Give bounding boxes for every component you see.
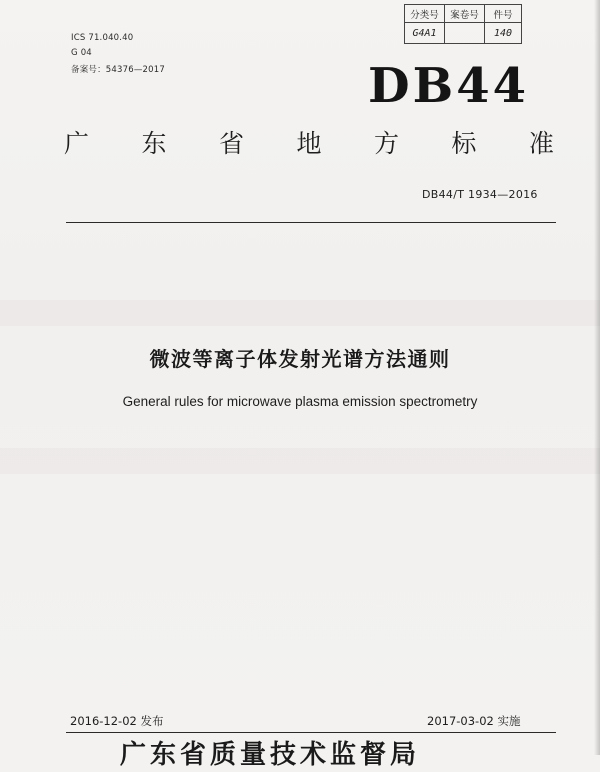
standard-type-char: 省 <box>218 129 244 158</box>
standard-type-char: 东 <box>141 129 167 158</box>
footer-divider <box>66 732 556 733</box>
scan-edge-shadow <box>594 0 600 755</box>
standard-type-char: 广 <box>64 129 90 158</box>
archive-stamp-box <box>404 4 522 44</box>
standard-code-logo: DB44 <box>368 58 529 114</box>
archive-header-item: 件号 <box>485 5 521 23</box>
issue-date: 2016-12-02 发布 <box>70 714 164 728</box>
standard-type-heading <box>64 128 554 160</box>
header-divider <box>66 222 556 223</box>
standard-number: DB44/T 1934—2016 <box>422 188 538 201</box>
ics-code: ICS 71.040.40 <box>71 33 134 43</box>
scan-artifact-band <box>0 300 600 326</box>
archive-header-volume: 案卷号 <box>445 5 485 23</box>
archive-value-volume <box>445 23 485 43</box>
standard-type-char: 标 <box>451 129 477 158</box>
standard-type-char: 方 <box>373 129 399 158</box>
standard-type-char: 准 <box>528 129 554 158</box>
archive-value-item: 140 <box>493 27 513 39</box>
implementation-date: 2017-03-02 实施 <box>427 714 521 728</box>
publisher-name: 广东省质量技术监督局 <box>120 740 421 770</box>
standard-type-char: 地 <box>296 129 322 158</box>
archive-header-class: 分类号 <box>405 5 445 23</box>
archive-value-class: G4A1 <box>405 23 445 43</box>
title-chinese: 微波等离子体发射光谱方法通则 <box>149 347 451 371</box>
filing-number: 备案号：54376—2017 <box>71 65 165 75</box>
ccs-code: G 04 <box>71 48 92 58</box>
scan-artifact-band <box>0 448 600 474</box>
title-english: General rules for microwave plasma emission spectrometry <box>122 394 478 409</box>
